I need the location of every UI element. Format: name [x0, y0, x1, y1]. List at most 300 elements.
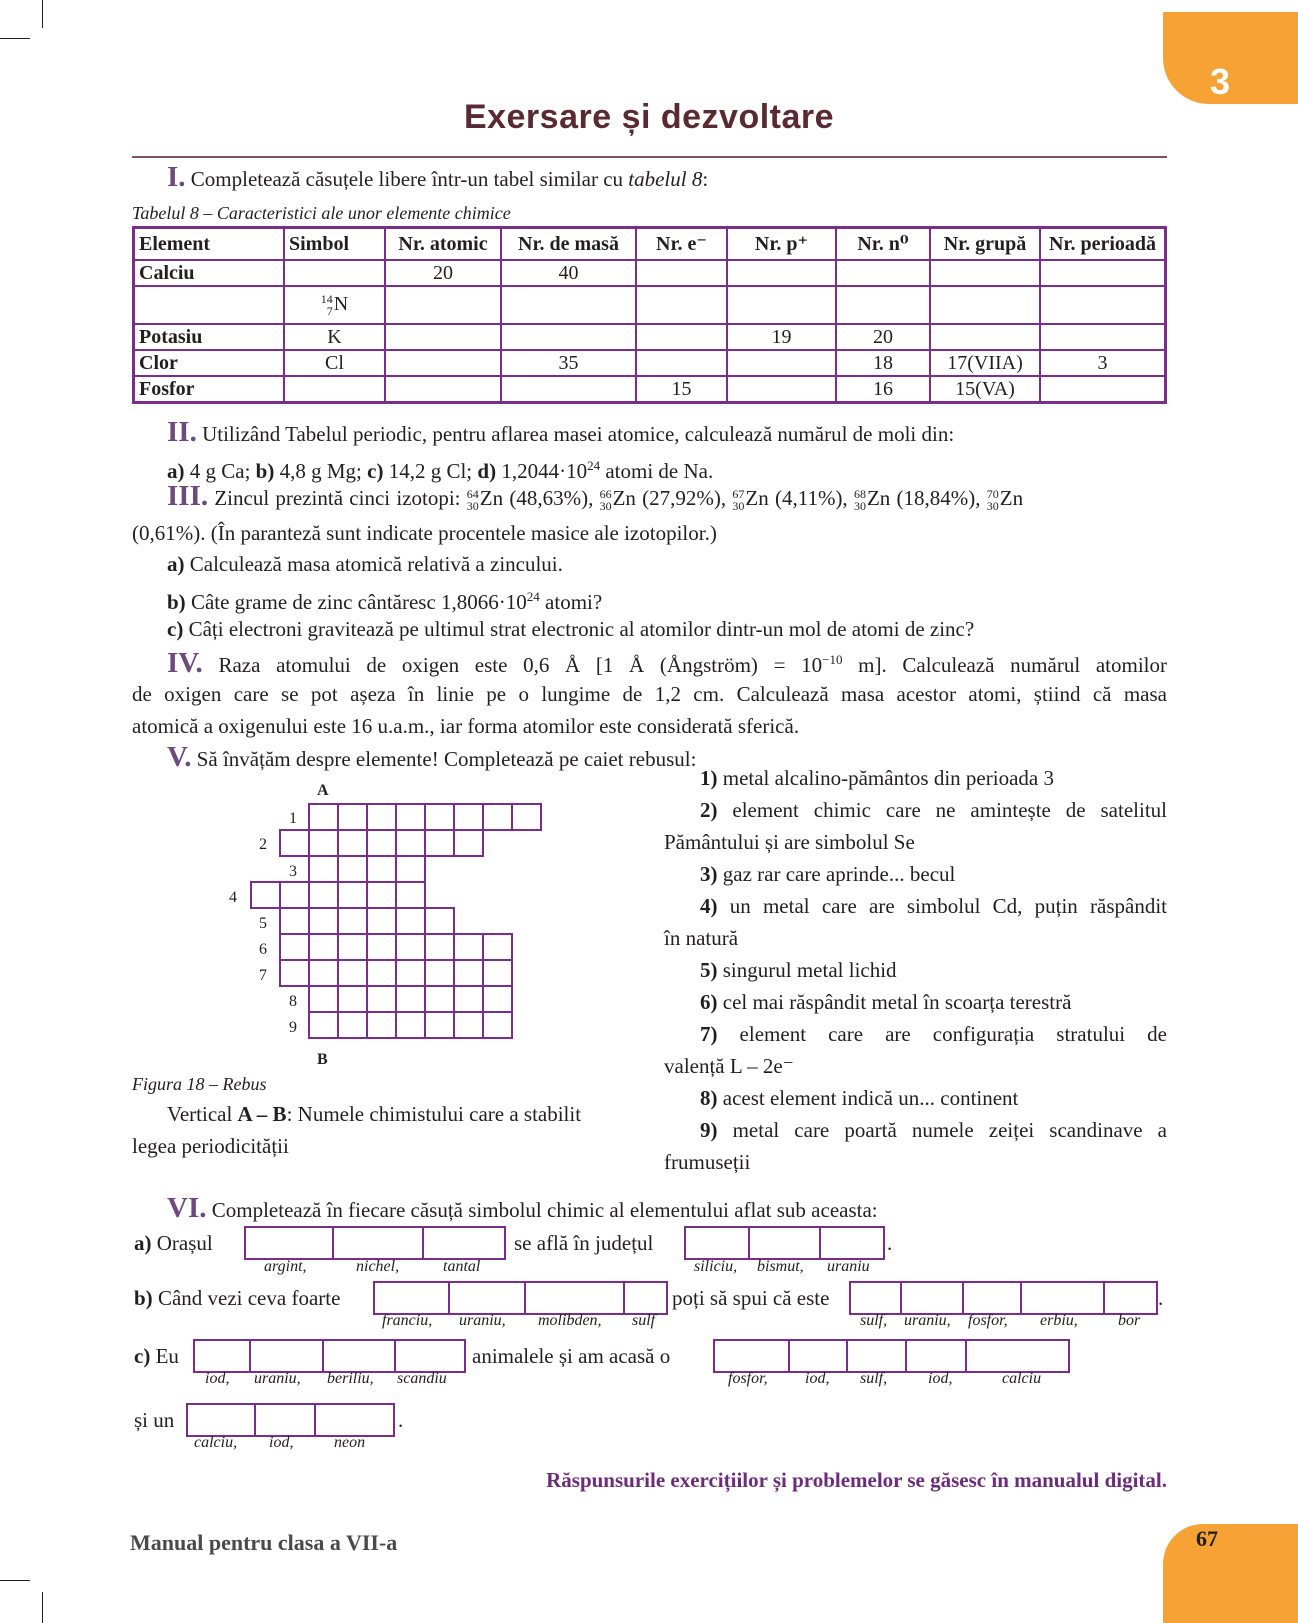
- isotope-percent: (27,92%),: [642, 486, 727, 510]
- crossword-cell[interactable]: [366, 933, 397, 961]
- sentence-end: .: [1158, 1286, 1164, 1310]
- crossword-cell[interactable]: [337, 855, 368, 883]
- element-hint: fosfor,: [968, 1312, 1008, 1329]
- sentence-text: poți să spui că este: [672, 1286, 830, 1310]
- sentence-text: se află în județul: [514, 1231, 654, 1255]
- table-cell: 19: [727, 324, 836, 350]
- symbol-box[interactable]: [524, 1281, 625, 1315]
- crossword-cell[interactable]: [279, 829, 310, 857]
- crossword-clue: frumuseții: [664, 1150, 751, 1174]
- exercise-5-number: V.: [167, 741, 192, 773]
- table-cell: 15: [636, 376, 727, 403]
- symbol-box[interactable]: [962, 1281, 1022, 1315]
- crossword-clue: 9) metal care poartă numele zeiței scandinave a: [700, 1118, 1167, 1142]
- item-text: Calculează masa atomică relativă a zincului.: [189, 552, 563, 576]
- crossword-cell[interactable]: [424, 933, 455, 961]
- table-row: [134, 260, 1166, 286]
- sentence-text: și un: [134, 1408, 175, 1432]
- crossword-label-b: B: [317, 1051, 328, 1068]
- page-title: Exersare și dezvoltare: [463, 98, 835, 136]
- crossword-cell[interactable]: [366, 829, 397, 857]
- table-header-cell: Nr. p⁺: [727, 228, 836, 261]
- table-cell: Calciu: [134, 260, 285, 286]
- symbol-box[interactable]: [332, 1226, 424, 1260]
- crossword-clue: 6) cel mai răspândit metal în scoarța terestră: [700, 990, 1072, 1014]
- table-cell: [930, 260, 1040, 286]
- table-cell: Clor: [134, 350, 285, 376]
- table-cell: [727, 260, 836, 286]
- table-cell: [134, 286, 285, 324]
- page-number: 67: [1196, 1526, 1218, 1551]
- table-cell: [930, 324, 1040, 350]
- table-cell: [1040, 260, 1166, 286]
- crossword-cell[interactable]: [395, 985, 426, 1013]
- isotope-notation: [987, 488, 999, 512]
- crossword-cell[interactable]: [337, 881, 368, 909]
- crossword-clue: 3) gaz rar care aprinde... becul: [700, 862, 956, 886]
- item-text: atomi?: [545, 590, 603, 614]
- crossword-cell[interactable]: [337, 803, 368, 831]
- exercise-3-number: III.: [167, 480, 209, 512]
- crossword-clue: 8) acest element indică un... continent: [700, 1086, 1019, 1110]
- table-cell: [284, 376, 385, 403]
- exercise-2-number: II.: [167, 416, 197, 448]
- table-cell: 17(VIIA): [930, 350, 1040, 376]
- crossword-row-number: 6: [259, 941, 267, 958]
- fill-c-start: [134, 1344, 179, 1368]
- table-header-row: [134, 228, 1166, 261]
- crossword-row-number: 5: [259, 915, 267, 932]
- book-title-footer: Manual pentru clasa a VII-a: [130, 1530, 398, 1555]
- table-cell: Fosfor: [134, 376, 285, 403]
- crop-mark: [0, 38, 30, 39]
- crossword-cell[interactable]: [366, 907, 397, 935]
- element-hint: uraniu,: [459, 1312, 506, 1329]
- symbol-box[interactable]: [193, 1339, 251, 1373]
- table-cell: [1040, 324, 1166, 350]
- element-hint: molibden,: [538, 1312, 602, 1329]
- table-cell-nitrogen: [284, 286, 385, 324]
- symbol-box[interactable]: [905, 1339, 967, 1373]
- item-label: c): [167, 617, 184, 641]
- exercise-4-number: IV.: [167, 647, 203, 679]
- item-text: 1,2044·10: [501, 459, 588, 483]
- crossword-row-number: 1: [289, 810, 297, 827]
- symbol-box[interactable]: [788, 1339, 848, 1373]
- crossword-cell[interactable]: [308, 1011, 339, 1039]
- crossword-cell[interactable]: [279, 907, 310, 935]
- item-text: atomi de Na.: [605, 459, 714, 483]
- symbol-box[interactable]: [748, 1226, 821, 1260]
- element-hint: iod,: [805, 1370, 830, 1387]
- crossword-clue: în natură: [664, 926, 739, 950]
- sentence-text: Orașul: [156, 1231, 213, 1255]
- isotope-symbol: Zn: [612, 486, 636, 510]
- sentence-text: animalele și am acasă o: [472, 1344, 671, 1368]
- exercise-3-line2: (0,61%). (În paranteză sunt indicate procentele masice ale izotopilor.): [132, 521, 717, 545]
- table-row: [134, 324, 1166, 350]
- title-rule: [132, 156, 1167, 158]
- atomic-number: 30: [599, 499, 612, 514]
- element-hint: scandiu: [397, 1370, 447, 1387]
- crossword-cell[interactable]: [482, 985, 513, 1013]
- symbol-box[interactable]: [684, 1226, 750, 1260]
- item-label: b): [134, 1286, 153, 1310]
- chapter-number: 3: [1209, 61, 1231, 102]
- element-hint: sulf,: [860, 1312, 888, 1329]
- crop-mark: [42, 0, 43, 28]
- symbol-box[interactable]: [900, 1281, 964, 1315]
- table-cell: 16: [836, 376, 930, 403]
- element-symbol: N: [333, 292, 349, 315]
- crossword-cell[interactable]: [453, 803, 484, 831]
- crossword-cell[interactable]: [395, 959, 426, 987]
- crossword-cell[interactable]: [453, 985, 484, 1013]
- crossword-row-number: 8: [289, 993, 297, 1010]
- table-header-cell: Element: [134, 228, 285, 261]
- table-cell: 40: [501, 260, 636, 286]
- element-hint: sulf: [632, 1312, 656, 1329]
- vertical-clue-bold: A – B: [237, 1102, 287, 1126]
- item-label: a): [134, 1231, 152, 1255]
- isotope-percent: (4,11%),: [774, 486, 848, 510]
- mass-number: 68: [853, 487, 866, 502]
- fill-b-start: [134, 1286, 340, 1310]
- table-cell: 18: [836, 350, 930, 376]
- exercise-2-text: Utilizând Tabelul periodic, pentru aflarea masei atomice, calculează numărul de moli din:: [202, 422, 955, 446]
- exercise-1-text-end: :: [702, 167, 709, 191]
- element-hint: uraniu,: [254, 1370, 301, 1387]
- crossword-cell[interactable]: [424, 985, 455, 1013]
- symbol-box[interactable]: [819, 1226, 885, 1260]
- element-hint: iod,: [205, 1370, 230, 1387]
- exercise-4-text: m]. Calculează numărul atomilor: [858, 653, 1168, 677]
- element-hint: franciu,: [382, 1312, 433, 1329]
- crossword-cell[interactable]: [395, 803, 426, 831]
- crossword-cell[interactable]: [366, 855, 397, 883]
- isotope-notation: [467, 488, 479, 512]
- table-cell: [930, 286, 1040, 324]
- exercise-6-prompt: [167, 1192, 878, 1224]
- table-header-cell: Nr. atomic: [385, 228, 501, 261]
- item-label: b): [167, 590, 186, 614]
- clue-number: 5): [700, 958, 718, 982]
- crossword-cell[interactable]: [337, 907, 368, 935]
- elements-table: [132, 226, 1167, 404]
- crossword-cell[interactable]: [337, 985, 368, 1013]
- exercise-4-text: Raza atomului de oxigen este 0,6 Å [1 Å (Ångström) = 10: [218, 653, 823, 677]
- crossword-cell[interactable]: [279, 933, 310, 961]
- isotope-symbol: Zn: [999, 486, 1024, 510]
- isotope-percent: (18,84%),: [896, 486, 981, 510]
- table-cell: 3: [1040, 350, 1166, 376]
- item-label: d): [477, 459, 497, 483]
- crossword-cell[interactable]: [337, 829, 368, 857]
- crossword-cell[interactable]: [308, 881, 339, 909]
- table-header-cell: Simbol: [284, 228, 385, 261]
- element-hint: fosfor,: [728, 1370, 768, 1387]
- element-hint: iod,: [928, 1370, 953, 1387]
- sentence-text: Când vezi ceva foarte: [157, 1286, 341, 1310]
- table-cell: [284, 260, 385, 286]
- table-cell: [636, 286, 727, 324]
- sentence-end: .: [887, 1231, 893, 1255]
- exercise-5-prompt: [167, 741, 697, 773]
- crossword-cell[interactable]: [366, 803, 397, 831]
- isotope-percent: (48,63%),: [509, 486, 594, 510]
- table-cell: 35: [501, 350, 636, 376]
- crossword-cell[interactable]: [453, 1011, 484, 1039]
- exercise-2-prompt: [167, 416, 955, 448]
- symbol-box[interactable]: [422, 1226, 506, 1260]
- crossword-cell[interactable]: [337, 1011, 368, 1039]
- symbol-box[interactable]: [322, 1339, 396, 1373]
- symbol-box[interactable]: [394, 1339, 466, 1373]
- answers-note: Răspunsurile exercițiilor și problemelor se găsesc în manualul digital.: [546, 1468, 1167, 1492]
- table-cell: K: [284, 324, 385, 350]
- crossword-cell[interactable]: [511, 803, 542, 831]
- crossword-cell[interactable]: [395, 907, 426, 935]
- crossword-cell[interactable]: [453, 829, 484, 857]
- crossword-cell[interactable]: [250, 881, 281, 909]
- table-row: [134, 350, 1166, 376]
- sentence-end: .: [398, 1408, 404, 1432]
- symbol-box[interactable]: [254, 1403, 316, 1437]
- sentence-text: Eu: [155, 1344, 179, 1368]
- symbol-box[interactable]: [448, 1281, 526, 1315]
- crossword-cell[interactable]: [482, 959, 513, 987]
- mass-number: 67: [732, 487, 745, 502]
- crossword-cell[interactable]: [395, 855, 426, 883]
- item-label: a): [167, 459, 185, 483]
- table-cell: [501, 286, 636, 324]
- element-hint: bor: [1118, 1312, 1141, 1329]
- isotope-notation: [600, 488, 612, 512]
- crossword-clue: valență L – 2e⁻: [664, 1054, 794, 1078]
- atomic-number: 7: [326, 304, 333, 319]
- clue-number: 4): [700, 894, 718, 918]
- crossword-cell[interactable]: [308, 933, 339, 961]
- item-label: c): [134, 1344, 151, 1368]
- exponent: 24: [587, 458, 601, 473]
- element-hint: neon: [334, 1434, 366, 1451]
- mass-number: 14: [320, 292, 333, 307]
- crossword-cell[interactable]: [482, 803, 513, 831]
- mass-number: 66: [599, 487, 612, 502]
- table-cell: [385, 324, 501, 350]
- table-row: [134, 376, 1166, 403]
- item-label: c): [367, 459, 384, 483]
- element-hint: argint,: [264, 1258, 307, 1275]
- crossword-cell[interactable]: [395, 829, 426, 857]
- crossword-cell[interactable]: [337, 933, 368, 961]
- symbol-box[interactable]: [1020, 1281, 1105, 1315]
- clue-number: 6): [700, 990, 718, 1014]
- crossword-cell[interactable]: [453, 959, 484, 987]
- table-header-cell: Nr. grupă: [930, 228, 1040, 261]
- crossword-row-number: 9: [289, 1019, 297, 1036]
- table-cell: [385, 350, 501, 376]
- crossword-cell[interactable]: [395, 933, 426, 961]
- element-hint: iod,: [269, 1434, 294, 1451]
- crossword-cell[interactable]: [337, 959, 368, 987]
- table-cell: [1040, 376, 1166, 403]
- isotope-notation: [732, 488, 744, 512]
- crossword-cell[interactable]: [424, 1011, 455, 1039]
- exercise-3-item-b: [167, 585, 602, 614]
- atomic-number: 30: [732, 499, 745, 514]
- crossword-cell[interactable]: [308, 907, 339, 935]
- crossword-cell[interactable]: [279, 881, 310, 909]
- element-hint: tantal: [443, 1258, 481, 1275]
- symbol-box[interactable]: [373, 1281, 450, 1315]
- symbol-box[interactable]: [1103, 1281, 1158, 1315]
- table-cell: Potasiu: [134, 324, 285, 350]
- crossword-cell[interactable]: [308, 829, 339, 857]
- exercise-6-text: Completează în fiecare căsuță simbolul chimic al elementului aflat sub aceasta:: [211, 1198, 878, 1222]
- table-cell: 20: [385, 260, 501, 286]
- exercise-1-number: I.: [167, 161, 186, 193]
- item-text: Câte grame de zinc cântăresc 1,8066·10: [190, 590, 527, 614]
- element-hint: beriliu,: [327, 1370, 374, 1387]
- figure-caption: Figura 18 – Rebus: [132, 1074, 267, 1094]
- crossword-cell[interactable]: [308, 855, 339, 883]
- element-hint: bismut,: [757, 1258, 804, 1275]
- table-row: [134, 286, 1166, 324]
- exercise-3-text: Zincul prezintă cinci izotopi:: [214, 486, 461, 510]
- clue-number: 1): [700, 766, 718, 790]
- crossword-cell[interactable]: [453, 933, 484, 961]
- element-hint: erbiu,: [1040, 1312, 1078, 1329]
- element-hint: uraniu,: [904, 1312, 951, 1329]
- table-cell: Cl: [284, 350, 385, 376]
- vertical-clue: [167, 1102, 581, 1126]
- crossword-cell[interactable]: [424, 959, 455, 987]
- symbol-box[interactable]: [846, 1339, 907, 1373]
- vertical-clue-text: : Numele chimistului care a stabilit: [286, 1102, 582, 1126]
- crossword-cell[interactable]: [482, 933, 513, 961]
- atomic-number: 30: [466, 499, 479, 514]
- crossword-clue: 7) element care are configurația stratului de: [700, 1022, 1167, 1046]
- clue-number: 3): [700, 862, 718, 886]
- isotope-symbol: Zn: [745, 486, 769, 510]
- isotope-symbol: Zn: [479, 486, 504, 510]
- table-header-cell: Nr. n⁰: [836, 228, 930, 261]
- element-hint: siliciu,: [694, 1258, 738, 1275]
- crop-mark: [42, 1592, 43, 1623]
- symbol-box[interactable]: [965, 1339, 1070, 1373]
- atomic-number: 30: [853, 499, 866, 514]
- table-cell: [636, 350, 727, 376]
- clue-number: 8): [700, 1086, 718, 1110]
- table-cell: [727, 286, 836, 324]
- table-cell: 15(VA): [930, 376, 1040, 403]
- table-cell: [836, 260, 930, 286]
- symbol-box[interactable]: [249, 1339, 324, 1373]
- crossword-label-a: A: [317, 782, 329, 799]
- crossword-cell[interactable]: [308, 959, 339, 987]
- exercise-3-item-a: [167, 552, 563, 576]
- exercise-4-line1: [167, 648, 1167, 677]
- table-header-cell: Nr. perioadă: [1040, 228, 1166, 261]
- vertical-clue-line2: legea periodicității: [132, 1134, 289, 1158]
- symbol-box[interactable]: [244, 1226, 334, 1260]
- isotope-notation: [854, 488, 866, 512]
- crossword-cell[interactable]: [482, 1011, 513, 1039]
- item-text: 4 g Ca;: [189, 459, 251, 483]
- atomic-number: 30: [986, 499, 999, 514]
- exponent: 24: [526, 589, 540, 604]
- exercise-2-items: [167, 454, 713, 483]
- crossword-cell[interactable]: [308, 985, 339, 1013]
- symbol-box[interactable]: [849, 1281, 902, 1315]
- symbol-box[interactable]: [623, 1281, 668, 1315]
- table-cell: [385, 286, 501, 324]
- exercise-4-line2: de oxigen care se pot așeza în linie pe o lungime de 1,2 cm. Calculează masa acestor atomi, știind că masa: [132, 682, 1167, 706]
- crossword-cell[interactable]: [424, 803, 455, 831]
- crossword-cell[interactable]: [366, 1011, 397, 1039]
- table-cell: [1040, 286, 1166, 324]
- table-cell: [385, 376, 501, 403]
- mass-number: 64: [466, 487, 479, 502]
- exercise-3-prompt: [167, 480, 1024, 514]
- page-tab: [1163, 1524, 1298, 1623]
- crop-mark: [0, 1580, 30, 1581]
- crossword-cell[interactable]: [366, 959, 397, 987]
- crossword-cell[interactable]: [308, 803, 339, 831]
- exercise-6-number: VI.: [167, 1192, 207, 1224]
- symbol-box[interactable]: [713, 1339, 790, 1373]
- crossword-row-number: 4: [229, 889, 237, 906]
- table-cell: [636, 260, 727, 286]
- fill-a-start: [134, 1231, 213, 1255]
- mass-number: 70: [986, 487, 999, 502]
- crossword-cell[interactable]: [395, 881, 426, 909]
- isotope-symbol: Zn: [866, 486, 891, 510]
- table-cell: [501, 376, 636, 403]
- crossword-cell[interactable]: [424, 907, 455, 935]
- exercise-4-line3: atomică a oxigenului este 16 u.a.m., iar forma atomilor este considerată sferică.: [132, 714, 800, 738]
- item-label: b): [255, 459, 275, 483]
- crossword-clue: 4) un metal care are simbolul Cd, puțin răspândit: [700, 894, 1167, 918]
- item-text: 14,2 g Cl;: [388, 459, 473, 483]
- clue-number: 7): [700, 1022, 718, 1046]
- crossword-clue: Pământului și are simbolul Se: [664, 830, 915, 854]
- crossword-row-number: 2: [259, 836, 267, 853]
- symbol-box[interactable]: [314, 1403, 395, 1437]
- table-cell: [727, 350, 836, 376]
- element-hint: uraniu: [827, 1258, 870, 1275]
- crossword-cell[interactable]: [279, 959, 310, 987]
- symbol-box[interactable]: [186, 1403, 256, 1437]
- exercise-1-prompt: [167, 161, 709, 193]
- item-text: Câți electroni gravitează pe ultimul strat electronic al atomilor dintr-un mol de atomi de zinc?: [188, 617, 975, 641]
- crossword-clue: 5) singurul metal lichid: [700, 958, 897, 982]
- table-header-cell: Nr. de masă: [501, 228, 636, 261]
- crossword-cell[interactable]: [366, 985, 397, 1013]
- crossword-row-number: 3: [289, 863, 297, 880]
- nuclide-notation: [321, 293, 333, 317]
- table-cell: [636, 324, 727, 350]
- crossword-clue: 1) metal alcalino-pământos din perioada 3: [700, 766, 1054, 790]
- crossword-cell[interactable]: [366, 881, 397, 909]
- vertical-clue-text: Vertical: [167, 1102, 238, 1126]
- table-header-cell: Nr. e⁻: [636, 228, 727, 261]
- crossword-cell[interactable]: [424, 829, 455, 857]
- crossword-cell[interactable]: [395, 1011, 426, 1039]
- element-hint: calciu,: [194, 1434, 238, 1451]
- exercise-3-item-c: [167, 617, 974, 641]
